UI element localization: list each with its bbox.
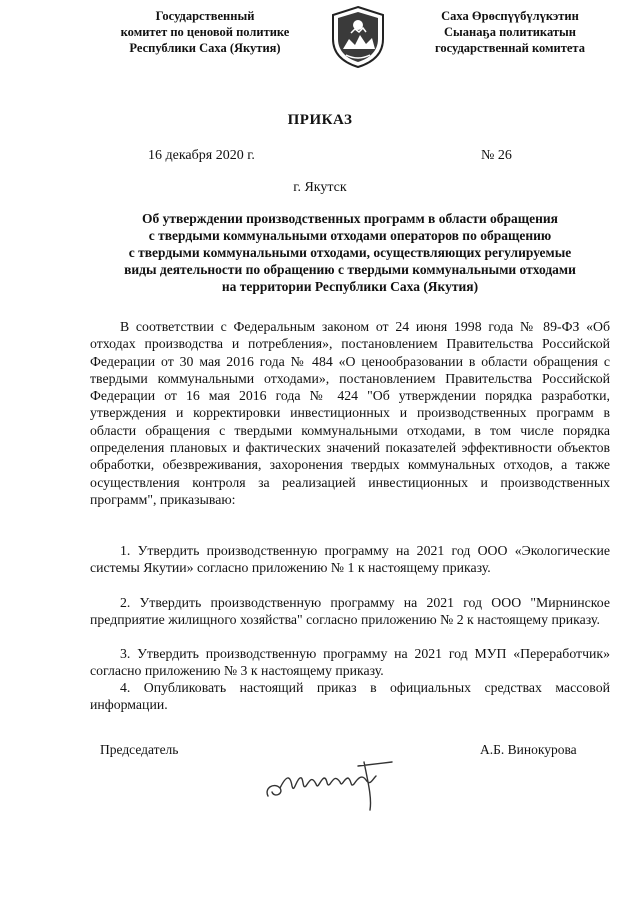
header-left-org-name: [90, 8, 320, 56]
subject-line: с твердыми коммунальными отходами, осуществляющих регулируемые: [128, 245, 572, 260]
signer-name: А.Б. Винокурова: [480, 742, 577, 757]
header-left-line: комитет по ценовой политике: [120, 25, 290, 39]
header-right-line: Саха Өрөспүүбүлүкэтин: [441, 9, 579, 23]
subject-line: виды деятельности по обращению с твердыми коммунальными отходами: [124, 262, 576, 277]
header-left-line: Республики Саха (Якутия): [129, 41, 281, 55]
document-date: 16 декабря 2020 г.: [148, 148, 255, 163]
handwritten-signature-icon: [260, 752, 400, 812]
subject-line: Об утверждении производственных программ в области обращения: [141, 211, 558, 226]
document-title: ПРИКАЗ: [287, 112, 353, 128]
header-right-org-name: [400, 8, 620, 56]
order-item-2: 2. Утвердить производственную программу на 2021 год ООО "Мирнинское предприятие жилищного хозяйства" согласно приложению № 2 к настоящему приказу.: [90, 595, 610, 628]
order-item-1: 1. Утвердить производственную программу на 2021 год ООО «Экологические системы Якутии» согласно приложению № 1 к настоящему приказу.: [90, 543, 610, 576]
republic-emblem-icon: [329, 5, 387, 69]
preamble-paragraph: В соответствии с Федеральным законом от 24 июня 1998 года № 89-ФЗ «Об отходах производства и потребления», постановлением Правительства Российской Федерации от 30 мая 2016 года № 484 «О ценообразовании в области обращения с твердыми коммунальными отходами», постановлением Правительства Российской Федерации от 16 мая 2016 года № 424 "Об утверждении порядка разработки, утверждения и корректировки инвестиционных и производственных программ в области обращения с твердыми коммунальными отходами, в том числе порядка определения плановых и фактических значений показателей эффективности объектов обработки, обезвреживания, захоронения твердых коммунальных отходов, а также осуществления контроля за реализацией инвестиционных и производственных программ", приказываю:: [90, 319, 610, 507]
header-right-line: государственнай комитета: [435, 41, 585, 55]
document-subject: [95, 210, 605, 295]
header-right-line: Сыанаҕа политикатын: [444, 25, 576, 39]
order-item-4: 4. Опубликовать настоящий приказ в официальных средствах массовой информации.: [90, 680, 610, 713]
signer-position: Председатель: [100, 742, 179, 757]
order-item-3: 3. Утвердить производственную программу на 2021 год МУП «Переработчик» согласно приложению № 3 к настоящему приказу.: [90, 646, 610, 679]
subject-line: с твердыми коммунальными отходами операторов по обращению: [148, 228, 552, 243]
subject-line: на территории Республики Саха (Якутия): [221, 279, 479, 294]
document-number: № 26: [481, 148, 512, 163]
document-city: г. Якутск: [293, 180, 347, 195]
header-left-line: Государственный: [155, 9, 255, 23]
